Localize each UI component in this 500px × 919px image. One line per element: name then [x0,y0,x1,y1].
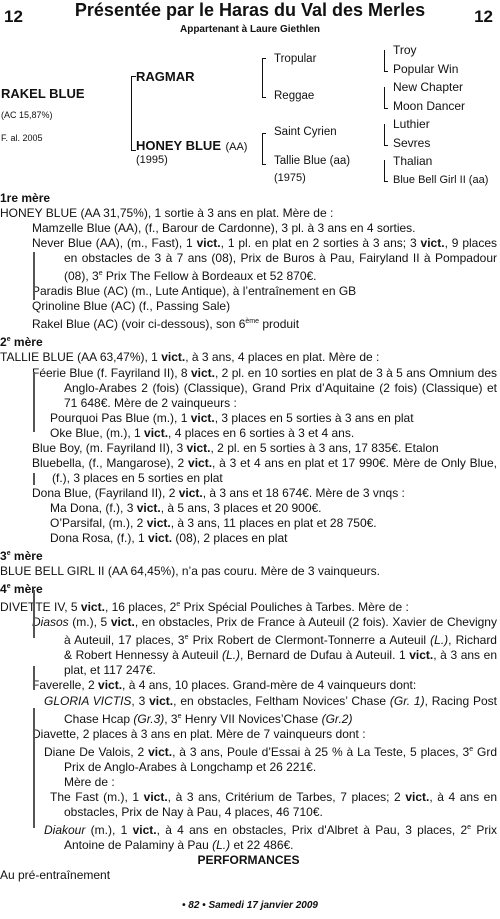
gp-3: Saint Cyrien [274,126,337,138]
list-item: Paradis Blue (AC) (m., Lute Antique), à l’entraînement en GB [32,284,357,299]
list-item: Rakel Blue (AC) (voir ci-dessous), son 6ème produit [32,317,300,332]
list-item: Diane De Valois, 2 vict., à 3 ans, Poule d’Essai à 25 % à La Teste, 5 places, 3e Grd Prix de Anglo-Arabes à Longchamp et 26 221€. [44,744,497,774]
list-item: Pourquoi Pas Blue (m.), 1 vict., 3 places en 5 sorties à 3 ans en plat [50,410,414,425]
gp-2: Reggae [274,90,315,102]
list-item: Never Blue (AA), (m., Fast), 1 vict., 1 pl. en plat en 2 sorties à 3 ans; 3 vict., 9 places en obstacles de 3 à 7 ans (08), Prix de Buros à Pau, Fairyland II à Pompadour (08), 3e Prix The Fellow à Bordeaux et 52 870€. [32,236,498,284]
ggp-1: Troy [393,43,417,57]
gp-4: Tallie Blue (aa) [274,155,351,167]
list-item: Bluebella, (f., Mangarose), 2 vict., à 3 et 4 ans en plat et 17 990€. Mère de Only Blue, (f.), 3 places en 5 sorties en plat [32,455,497,485]
ggp-3: New Chapter [393,80,464,94]
margin-bar [33,590,35,638]
horse-info: F. al. 2005 [1,133,43,143]
bracket-gen1 [131,76,132,150]
list-item: Dona Rosa, (f.), 1 vict. (08), 2 places en plat [50,531,288,546]
margin-bar [33,666,35,690]
page-footer: • 82 • Samedi 17 janvier 2009 [182,900,318,911]
ggp-2: Popular Win [393,62,459,76]
list-item: Oke Blue, (m.), 1 vict., 4 places en 6 sorties à 3 et 4 ans. [50,425,355,440]
section-3e-mere: 3e mère [0,549,43,564]
dam-name: HONEY BLUE [136,138,221,153]
section-1re-mere: 1re mère [0,191,51,205]
ggp-4: Moon Dancer [393,99,466,113]
ggp-5: Luthier [393,117,430,131]
margin-bar [33,708,35,828]
list-item: Ma Dona, (f.), 3 vict., à 5 ans, 3 places et 20 900€. [50,500,322,515]
performances-text: Au pré-entraînement [0,868,111,883]
gp-1: Tropular [274,53,317,65]
page-title: Présentée par le Haras du Val des Merles [74,0,426,20]
list-item: Blue Boy, (m. Fayriland II), 3 vict., 2 pl. en 5 sorties à 3 ans, 17 835€. Etalon [32,440,439,455]
list-item: Faverelle, 2 vict., à 4 ans, 10 places. Grand-mère de 4 vainqueurs dont: [32,678,417,693]
ggp-6: Sevres [393,136,431,150]
list-item: O’Parsifal, (m.), 2 vict., à 3 ans, 11 places en plat et 28 750€. [50,515,377,530]
horse-ratio: (AC 15,87%) [1,110,53,120]
list-item: GLORIA VICTIS, 3 vict., en obstacles, Feltham Novices’ Chase (Gr. 1), Racing Post Chase Hcap (Gr.3), 3e Henry VII Novices’Chase (Gr.2) [44,693,497,726]
list-item: Diakour (m.), 1 vict., à 4 ans en obstacles, Prix d'Albret à Pau, 3 places, 2e Prix Antoine de Palaminy à Pau (L.) et 22 486€. [44,822,497,852]
list-item: Dona Blue, (Fayriland II), 2 vict., à 3 ans et 18 674€. Mère de 3 vnqs : [32,485,405,500]
section-2e-mere: 2e mère [0,335,43,350]
list-item: The Fast (m.), 1 vict., à 3 ans, Critérium de Tarbes, 7 places; 2 vict., à 4 ans en obstacles, Prix de Nay à Pau, 4 places, 46 710€. [50,789,498,819]
catalogue-body [0,191,497,883]
gp-4-year: (1975) [274,172,306,184]
margin-bar [33,252,35,300]
horse-name: RAKEL BLUE [1,86,85,101]
ggp-7: Thalian [393,154,433,168]
dam-summary: DIVETTE IV, 5 vict., 16 places, 2e Prix Spécial Pouliches à Tarbes. Mère de : [0,600,409,615]
dam-row [136,137,247,155]
margin-bar [33,372,35,432]
owner-line: Appartenant à Laure Giethlen [179,24,321,35]
list-item: Mamzelle Blue (AA), (f., Barour de Cardonne), 3 pl. à 3 ans en 4 sorties. [32,221,416,236]
lot-number-right: 12 [474,7,493,26]
list-item: Mère de : [64,774,115,789]
margin-bar [33,473,35,485]
section-4e-mere: 4e mère [0,582,43,597]
list-item: Féerie Blue (f. Fayriland II), 8 vict., 2 pl. en 10 sorties en plat de 3 à 5 ans Omnium des Anglo-Arabes 2 (fois) (Classique), Grand Prix d’Aquitaine (2 fois) (Classique) et 71 648€. Mère de 2 vainqueurs : [32,365,497,410]
performances-heading: PERFORMANCES [197,852,300,867]
list-item: Diasos (m.), 5 vict., en obstacles, Prix de France à Auteuil (2 fois). Xavier de Chevigny à Auteuil, 17 places, 3e Prix Robert de Clermont-Tonnerre a Auteuil (L.), Richard & Robert Hennessy à Auteuil (L.), Bernard de Dufau à Auteuil. 1 vict., à 3 ans en plat, et 117 247€. [32,615,497,678]
dam-summary: HONEY BLUE (AA 31,75%), 1 sortie à 3 ans en plat. Mère de : [0,206,334,221]
dam-breed: (AA) [225,141,248,153]
dam-summary: TALLIE BLUE (AA 63,47%), 1 vict., à 3 ans, 4 places en plat. Mère de : [0,350,380,365]
dam-summary: BLUE BELL GIRL II (AA 64,45%), n’a pas couru. Mère de 3 vainqueurs. [0,564,380,579]
ggp-8: Blue Bell Girl II (aa) [393,174,489,186]
sire-name: RAGMAR [136,69,195,84]
dam-year: (1995) [136,154,168,166]
list-item: Diavette, 2 places à 3 ans en plat. Mère de 7 vainqueurs dont : [32,726,366,741]
lot-number-left: 12 [4,7,23,26]
list-item: Qrinoline Blue (AC) (f., Passing Sale) [32,299,231,314]
